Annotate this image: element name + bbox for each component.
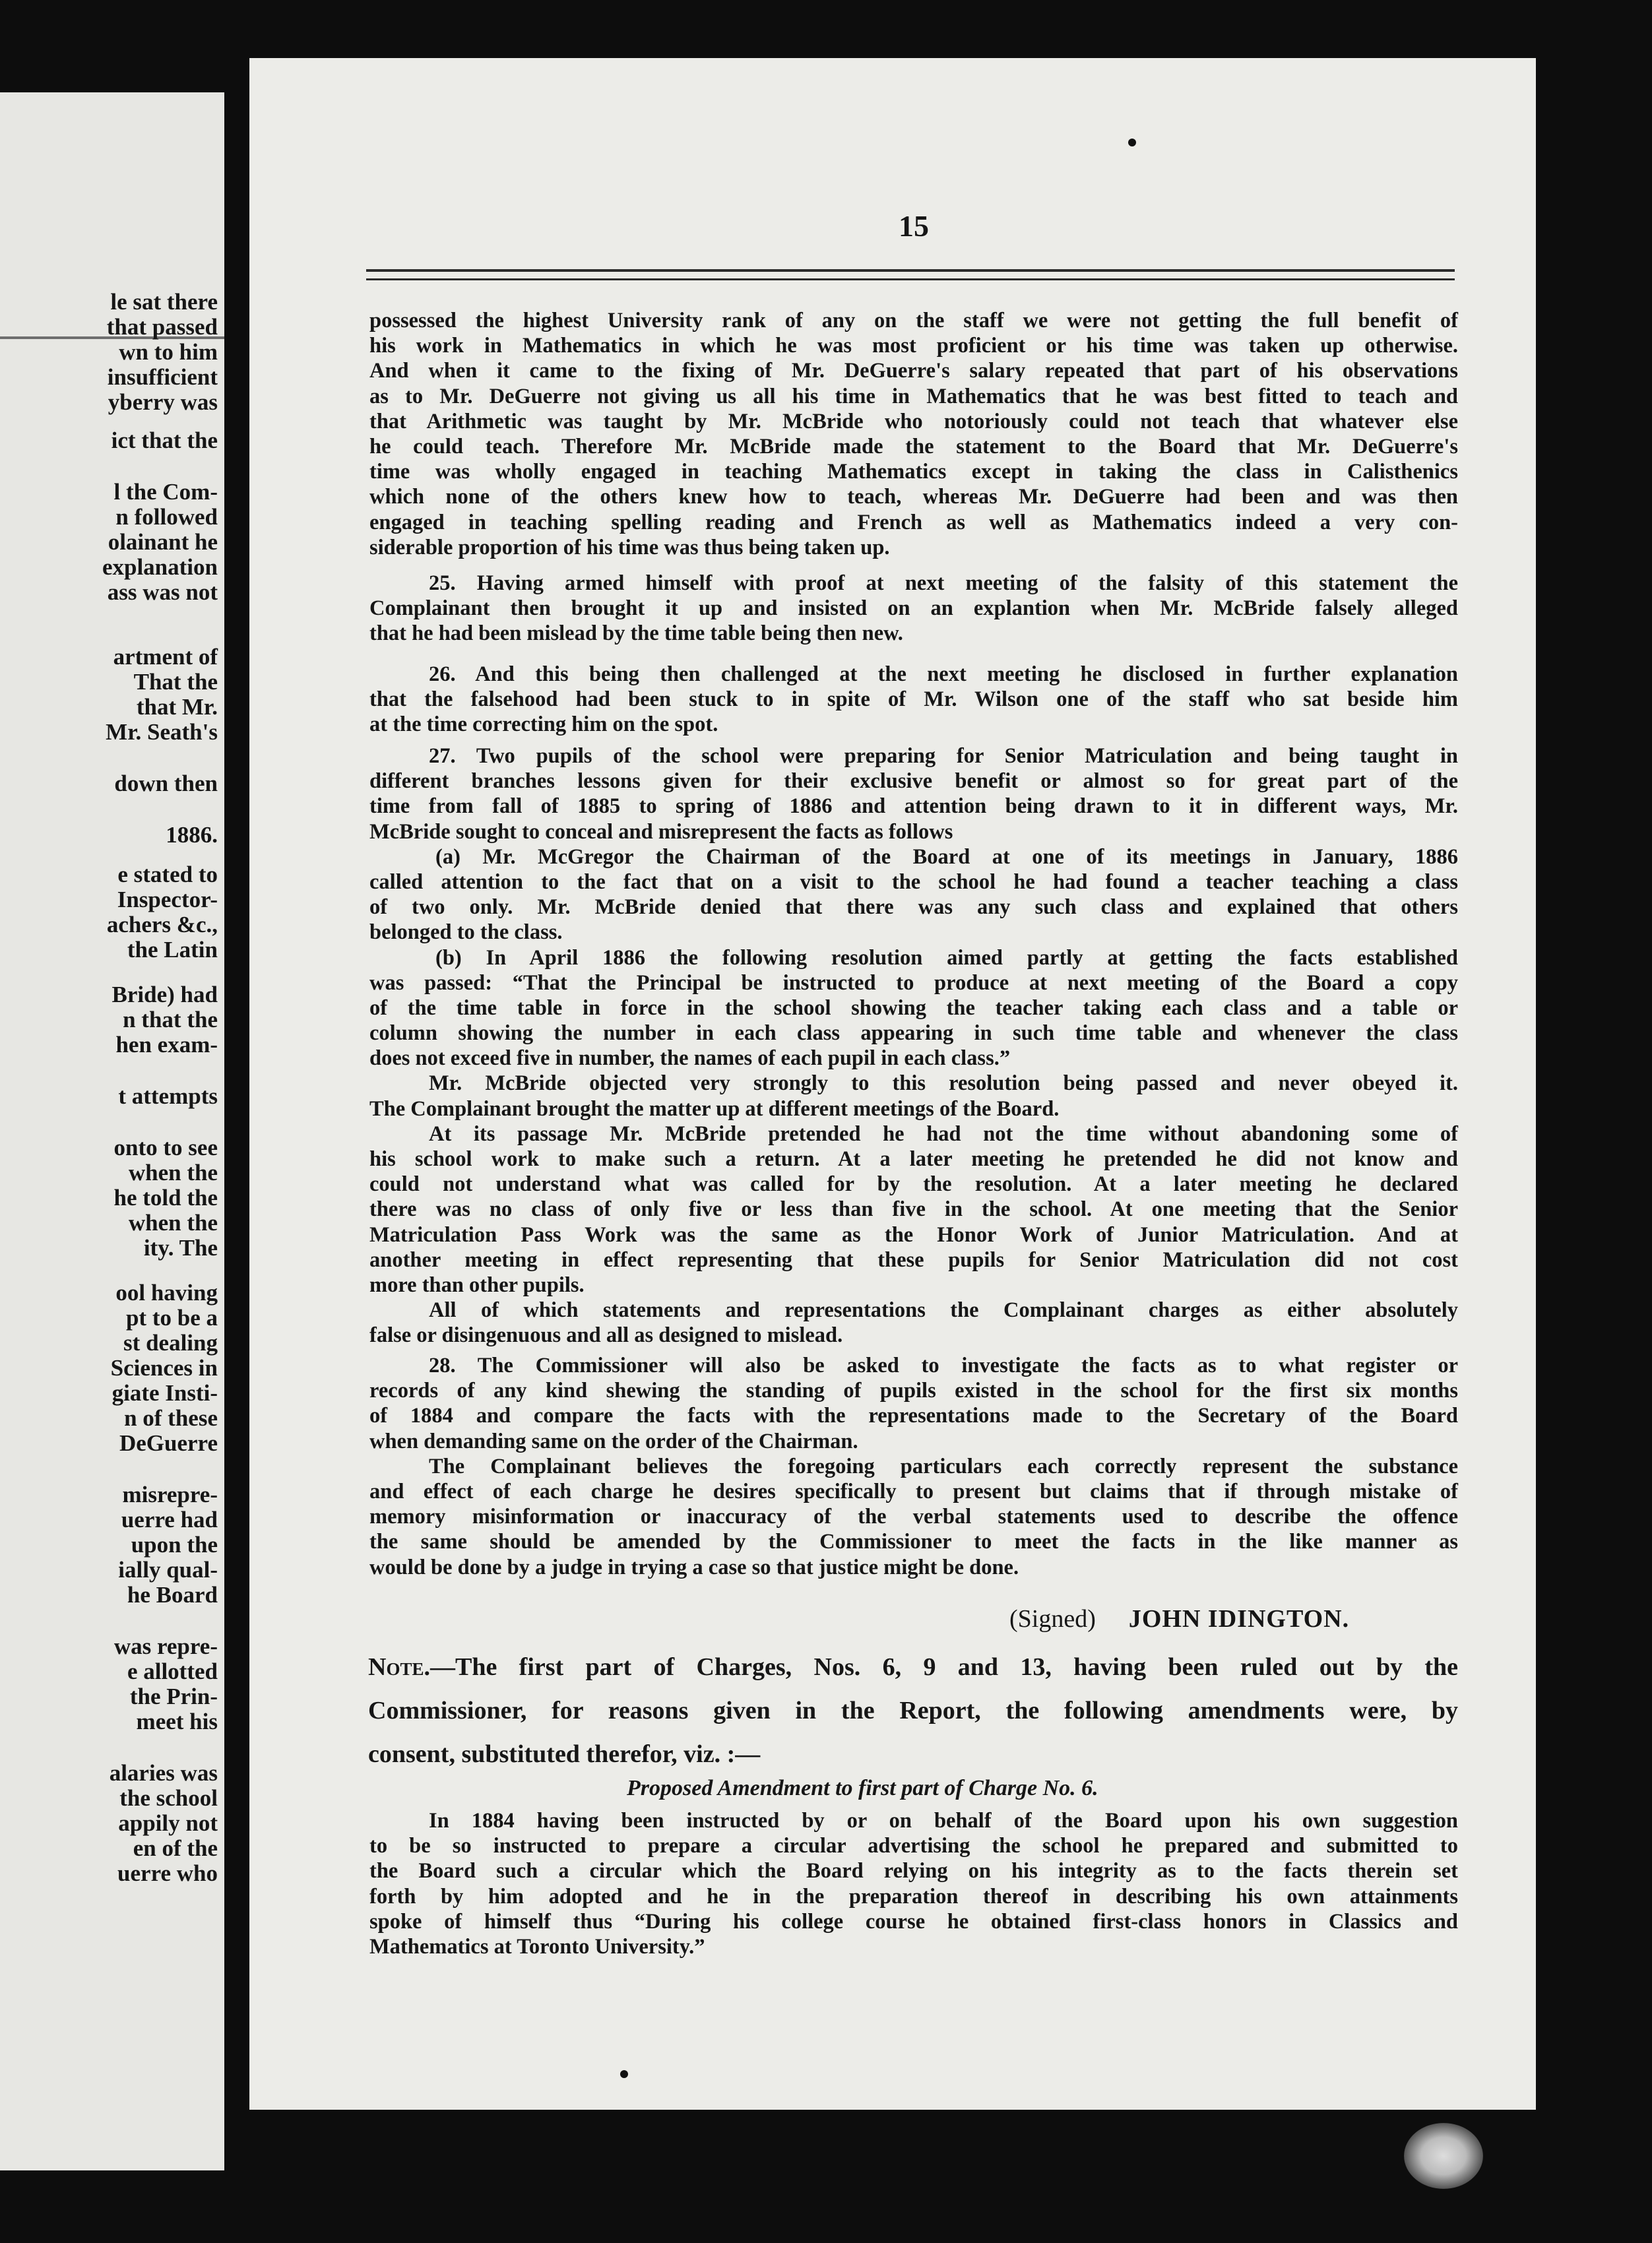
signed-label: (Signed) [1009,1605,1096,1633]
text-line: spoke of himself thus “During his college course he obtained first-class honors in Classics and [369,1909,1458,1934]
fragment-line: l the Com- [113,479,218,505]
note-paragraph [368,1655,1458,1785]
text-line: of 1884 and compare the facts with the representations made to the Secretary of the Board [369,1404,1458,1428]
fragment-line: en of the [133,1835,218,1861]
speck-mark [1128,139,1136,146]
text-line: The Complainant brought the matter up at different meetings of the Board. [369,1096,1060,1121]
fragment-line: Mr. Seath's [106,719,218,745]
fragment-line: meet his [136,1709,218,1734]
text-line: records of any kind shewing the standing of pupils existed in the school for the first six months [369,1379,1458,1403]
fragment-line: n followed [115,504,218,530]
text-line: different branches lessons given for their exclusive benefit or almost so for great part of the [369,769,1458,794]
text-line: Mathematics at Toronto University.” [369,1934,705,1959]
header-rule [366,278,1455,280]
fragment-line: ity. The [143,1235,218,1261]
fragment-line: wn to him [119,339,218,365]
signature-line [1009,1604,1349,1633]
fragment-line: uerre who [117,1860,218,1886]
text-line: that he had been mislead by the time table being then new. [369,621,903,646]
note-line: consent, substituted therefor, viz. :— [368,1740,761,1768]
fragment-line: upon the [131,1532,218,1558]
amendment-text [369,1810,1458,1961]
text-line: memory misinformation or inaccuracy of the verbal statements used to describe the offence [369,1505,1458,1529]
text-line: when demanding same on the order of the Chairman. [369,1429,858,1453]
fragment-line: Bride) had [111,982,218,1007]
text-line: McBride sought to conceal and misrepresent the facts as follows [369,819,953,844]
text-line: his school work to make such a return. At a later meeting he pretended he did not know and [369,1147,1458,1171]
fragment-line: alaries was [109,1760,218,1786]
fragment-line: ool having [115,1280,218,1306]
fragment-line: onto to see [113,1135,218,1160]
text-line: the same should be amended by the Commissioner to meet the facts in the like manner as [369,1530,1458,1554]
text-line: at the time correcting him on the spot. [369,712,718,737]
text-line: there was no class of only five or less than five in the school. At one meeting that the Senior [369,1197,1458,1222]
fragment-line: le sat there [110,289,218,315]
fragment-line: misrepre- [122,1482,218,1507]
text-line: siderable proportion of his time was thus being taken up. [369,535,890,559]
paragraph [369,1355,1458,1582]
text-line: Mr. McBride objected very strongly to this resolution being passed and never obeyed it. [429,1071,1458,1096]
paragraph [369,573,1458,648]
text-line: Complainant then brought it up and insisted on an explantion when Mr. McBride falsely alleged [369,596,1458,621]
fragment-line: t attempts [118,1083,218,1109]
header-rule [366,269,1455,272]
text-line: of two only. Mr. McBride denied that there was any such class and explained that others [369,895,1458,920]
text-line: All of which statements and representations the Complainant charges as either absolutely [429,1298,1458,1323]
paragraph [369,664,1458,740]
fragment-line: n that the [123,1007,218,1032]
text-line: 27. Two pupils of the school were preparing for Senior Matriculation and being taught in [429,744,1458,768]
library-stamp [1404,2123,1483,2189]
fragment-line: hen exam- [115,1032,218,1058]
fragment-line: olainant he [108,529,218,555]
amendment-title: Proposed Amendment to first part of Charge No. 6. [627,1776,1098,1800]
fragment-line: was repre- [113,1633,218,1659]
text-line: belonged to the class. [369,920,563,945]
text-line: which none of the others knew how to teach, whereas Mr. DeGuerre had been and was then [369,485,1458,509]
text-line: forth by him adopted and he in the preparation thereof in describing his own attainments [369,1884,1458,1909]
fragment-line: n of these [124,1405,218,1431]
fragment-line: e stated to [117,862,218,887]
note-text: —The first part of Charges, Nos. 6, 9 and 13, having been ruled out by the [429,1653,1458,1681]
text-line: column showing the number in each class appearing in such time table and whenever the class [369,1021,1458,1046]
text-line: time from fall of 1885 to spring of 1886 and attention being drawn to it in different ways, Mr. [369,794,1458,819]
adjacent-page-fragment [0,92,224,2170]
text-line: At its passage Mr. McBride pretended he had not the time without abandoning some of [429,1122,1458,1146]
text-line: possessed the highest University rank of any on the staff we were not getting the full benefit of [369,309,1458,332]
fragment-line: when the [128,1210,218,1236]
text-line: engaged in teaching spelling reading and French as well as Mathematics indeed a very con- [369,510,1458,534]
text-line: was passed: “That the Principal be instructed to produce at next meeting of the Board a copy [369,970,1458,995]
signatory-name: JOHN IDINGTON. [1128,1605,1350,1633]
text-line: that Arithmetic was taught by Mr. McBride who notoriously could not teach that whatever else [369,409,1458,433]
text-line: (b) In April 1886 the following resolution aimed partly at getting the facts established [435,945,1458,970]
fragment-line: Inspector- [117,887,218,912]
fragment-line: 1886. [166,822,218,848]
paragraph [369,745,1458,1350]
text-line: and effect of each charge he desires specifically to present but claims that if through mistake of [369,1479,1458,1503]
text-line: would be done by a judge in trying a case so that justice might be done. [369,1555,1019,1579]
note-line: Commissioner, for reasons given in the Report, the following amendments were, by [368,1697,1458,1724]
fragment-line: pt to be a [125,1305,218,1331]
fragment-line: ass was not [107,579,218,605]
text-line: (a) Mr. McGregor the Chairman of the Board at one of its meetings in January, 1886 [435,844,1458,869]
fragment-line: when the [128,1160,218,1185]
text-line: Matriculation Pass Work was the same as the Honor Work of Junior Matriculation. And at [369,1222,1458,1247]
text-line: time was wholly engaged in teaching Mathematics except in taking the class in Calisthenics [369,460,1458,484]
fragment-line: artment of [113,644,218,670]
fragment-line: achers &c., [106,912,218,937]
text-line: more than other pupils. [369,1273,585,1297]
text-line: The Complainant believes the foregoing particulars each correctly represent the substance [429,1454,1458,1478]
fragment-line: appily not [118,1810,218,1836]
note-heading: Note. [368,1653,430,1681]
paragraph [369,310,1458,562]
text-line: his work in Mathematics in which he was most proficient or his time was taken up otherwise. [369,334,1458,358]
text-line: In 1884 having been instructed by or on behalf of the Board upon his own suggestion [429,1809,1458,1833]
text-line: he could teach. Therefore Mr. McBride made the statement to the Board that Mr. DeGuerre's [369,434,1458,458]
text-line: 25. Having armed himself with proof at next meeting of the falsity of this statement the [429,571,1458,595]
text-line: to be so instructed to prepare a circular advertising the school he prepared and submitted to [369,1834,1458,1858]
fragment-line: the Latin [127,937,218,963]
page-number: 15 [899,209,929,243]
fragment-line: e allotted [127,1659,218,1684]
fragment-line: that passed [106,314,218,340]
text-line: of the time table in force in the school showing the teacher taking each class and a table or [369,995,1458,1020]
fragment-line: down then [114,771,218,796]
fragment-line: Sciences in [110,1355,218,1381]
text-line: the Board such a circular which the Board relying on his integrity as to the facts therein set [369,1859,1458,1883]
fragment-line: the Prin- [129,1684,218,1709]
fragment-line: explanation [102,554,218,580]
fragment-line: ict that the [111,427,218,453]
fragment-line: That the [133,669,218,695]
fragment-line: ially qual- [118,1557,218,1583]
text-line: another meeting in effect representing that these pupils for Senior Matriculation did not cost [369,1248,1458,1272]
text-line: false or disingenuous and all as designed to mislead. [369,1323,843,1348]
text-line: as to Mr. DeGuerre not giving us all his time in Mathematics that he was best fitted to teach and [369,384,1458,408]
text-line: 26. And this being then challenged at the next meeting he disclosed in further explanation [429,662,1458,686]
fragment-line: he Board [127,1582,218,1608]
fragment-line: yberry was [108,389,218,415]
fragment-line: the school [119,1785,218,1811]
fragment-line: st dealing [123,1330,218,1356]
text-line: could not understand what was called for by the resolution. At a later meeting he declared [369,1172,1458,1197]
text-line: And when it came to the fixing of Mr. DeGuerre's salary repeated that part of his observations [369,359,1458,383]
fragment-line: he told the [113,1185,218,1211]
fragment-line: that Mr. [136,694,218,720]
fragment-line: uerre had [121,1507,218,1532]
note-line [368,1655,1458,1680]
text-line: 28. The Commissioner will also be asked to investigate the facts as to what register or [429,1354,1458,1377]
fragment-line: giate Insti- [111,1380,218,1406]
fragment-line: DeGuerre [119,1430,218,1456]
text-line: does not exceed five in number, the names of each pupil in each class.” [369,1046,1011,1071]
fragment-line: insufficient [107,364,218,390]
speck-mark [620,2070,628,2078]
text-line: called attention to the fact that on a visit to the school he had found a teacher teaching a class [369,869,1458,894]
text-line: that the falsehood had been stuck to in spite of Mr. Wilson one of the staff who sat beside him [369,687,1458,712]
